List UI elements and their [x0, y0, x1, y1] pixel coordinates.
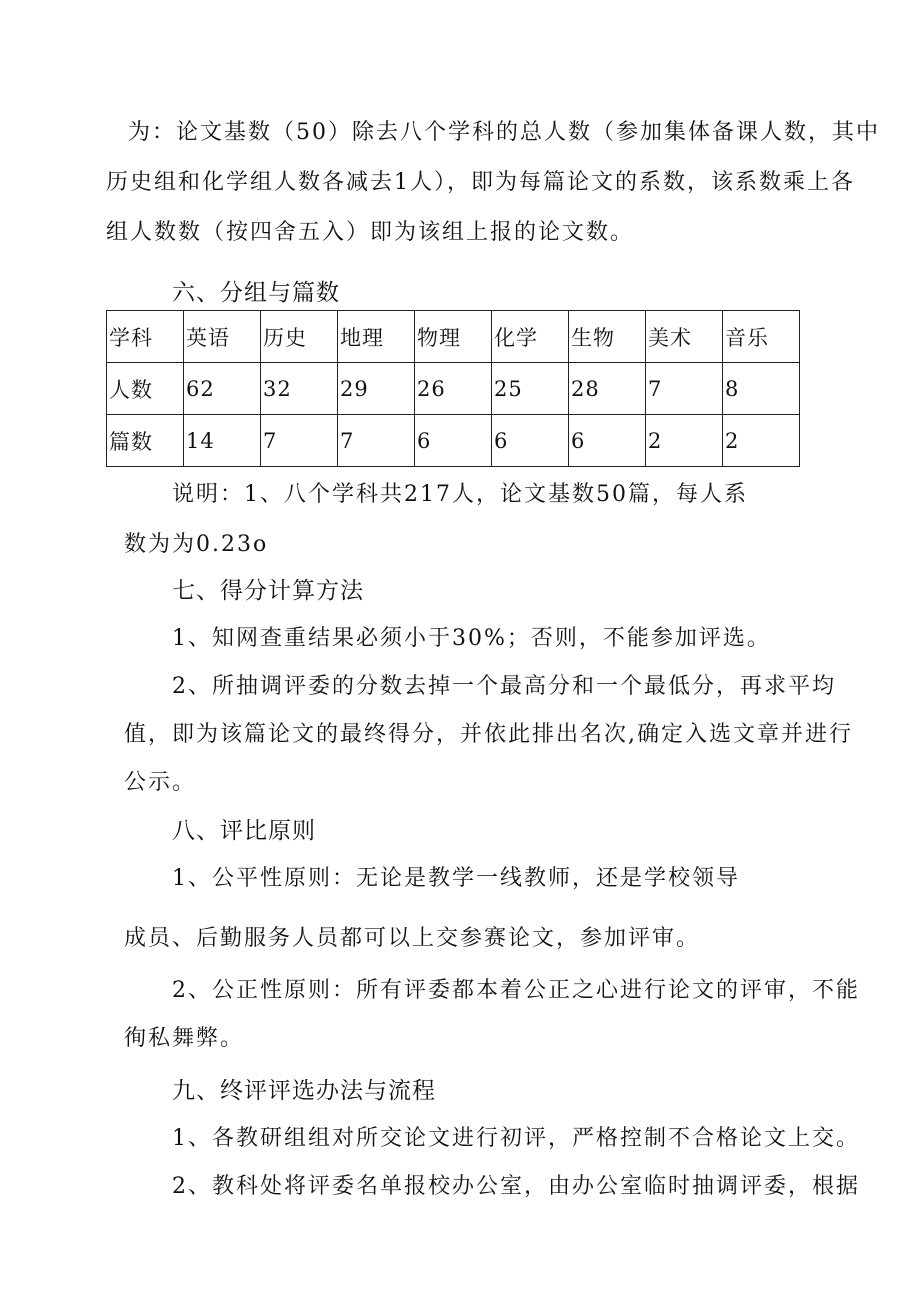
table-cell: 7: [646, 363, 723, 415]
para1-line3: 组人数数（按四舍五入）即为该组上报的论文数。: [106, 220, 635, 245]
table-cell: 生物: [569, 311, 646, 363]
table-cell: 14: [184, 415, 261, 467]
section9-item2-line1: 2、教科处将评委名单报校办公室，由办公室临时抽调评委，根据: [172, 1174, 860, 1199]
section7-item2-line2: 值，即为该篇论文的最终得分，并依此排出名次,确定入选文章并进行: [124, 722, 853, 747]
table-cell: 地理: [338, 311, 415, 363]
table-cell: 化学: [492, 311, 569, 363]
section7-item2-line1: 2、所抽调评委的分数去掉一个最高分和一个最低分，再求平均: [172, 674, 836, 699]
section6-title: 六、分组与篇数: [172, 280, 340, 306]
table-cell: 6: [492, 415, 569, 467]
table-cell: 音乐: [723, 311, 800, 363]
table-cell: 29: [338, 363, 415, 415]
table-cell: 6: [569, 415, 646, 467]
section8-item2-line1: 2、公正性原则：所有评委都本着公正之心进行论文的评审，不能: [172, 978, 860, 1003]
group-count-table: [106, 310, 800, 467]
section7-item1: 1、知网查重结果必须小于30%；否则，不能参加评选。: [172, 626, 771, 651]
table-cell: 32: [261, 363, 338, 415]
para1-line2: 历史组和化学组人数各减去1人），即为每篇论文的系数，该系数乘上各: [106, 170, 855, 195]
section8-item1-line2: 成员、后勤服务人员都可以上交参赛论文，参加评审。: [124, 926, 701, 951]
table-cell: 学科: [107, 311, 184, 363]
section7-item2-line3: 公示。: [124, 770, 197, 795]
subject-row: [107, 311, 800, 363]
section8-item2-line2: 徇私舞弊。: [124, 1026, 245, 1051]
section6-note-line1: 说明：1、八个学科共217人，论文基数50篇，每人系: [172, 482, 748, 507]
table-cell: 物理: [415, 311, 492, 363]
table-cell: 篇数: [107, 415, 184, 467]
table-cell: 8: [723, 363, 800, 415]
paper-count-row: [107, 415, 800, 467]
para1-line1: 为：论文基数（50）除去八个学科的总人数（参加集体备课人数，其中: [128, 120, 880, 145]
section8-title: 八、评比原则: [172, 818, 316, 844]
headcount-row: [107, 363, 800, 415]
table-cell: 25: [492, 363, 569, 415]
section8-item1-line1: 1、公平性原则：无论是教学一线教师，还是学校领导: [172, 866, 740, 891]
table-cell: 7: [261, 415, 338, 467]
section6-note-line2: 数为为0.23o: [124, 532, 269, 557]
section9-item1: 1、各教研组组对所交论文进行初评，严格控制不合格论文上交。: [172, 1126, 860, 1151]
table-cell: 28: [569, 363, 646, 415]
section9-title: 九、终评评选办法与流程: [172, 1078, 436, 1104]
table-cell: 2: [723, 415, 800, 467]
table-cell: 历史: [261, 311, 338, 363]
table-cell: 英语: [184, 311, 261, 363]
table-cell: 62: [184, 363, 261, 415]
table-cell: 2: [646, 415, 723, 467]
table-cell: 7: [338, 415, 415, 467]
table-cell: 6: [415, 415, 492, 467]
section7-title: 七、得分计算方法: [172, 578, 364, 604]
table-cell: 26: [415, 363, 492, 415]
table-cell: 人数: [107, 363, 184, 415]
table-cell: 美术: [646, 311, 723, 363]
